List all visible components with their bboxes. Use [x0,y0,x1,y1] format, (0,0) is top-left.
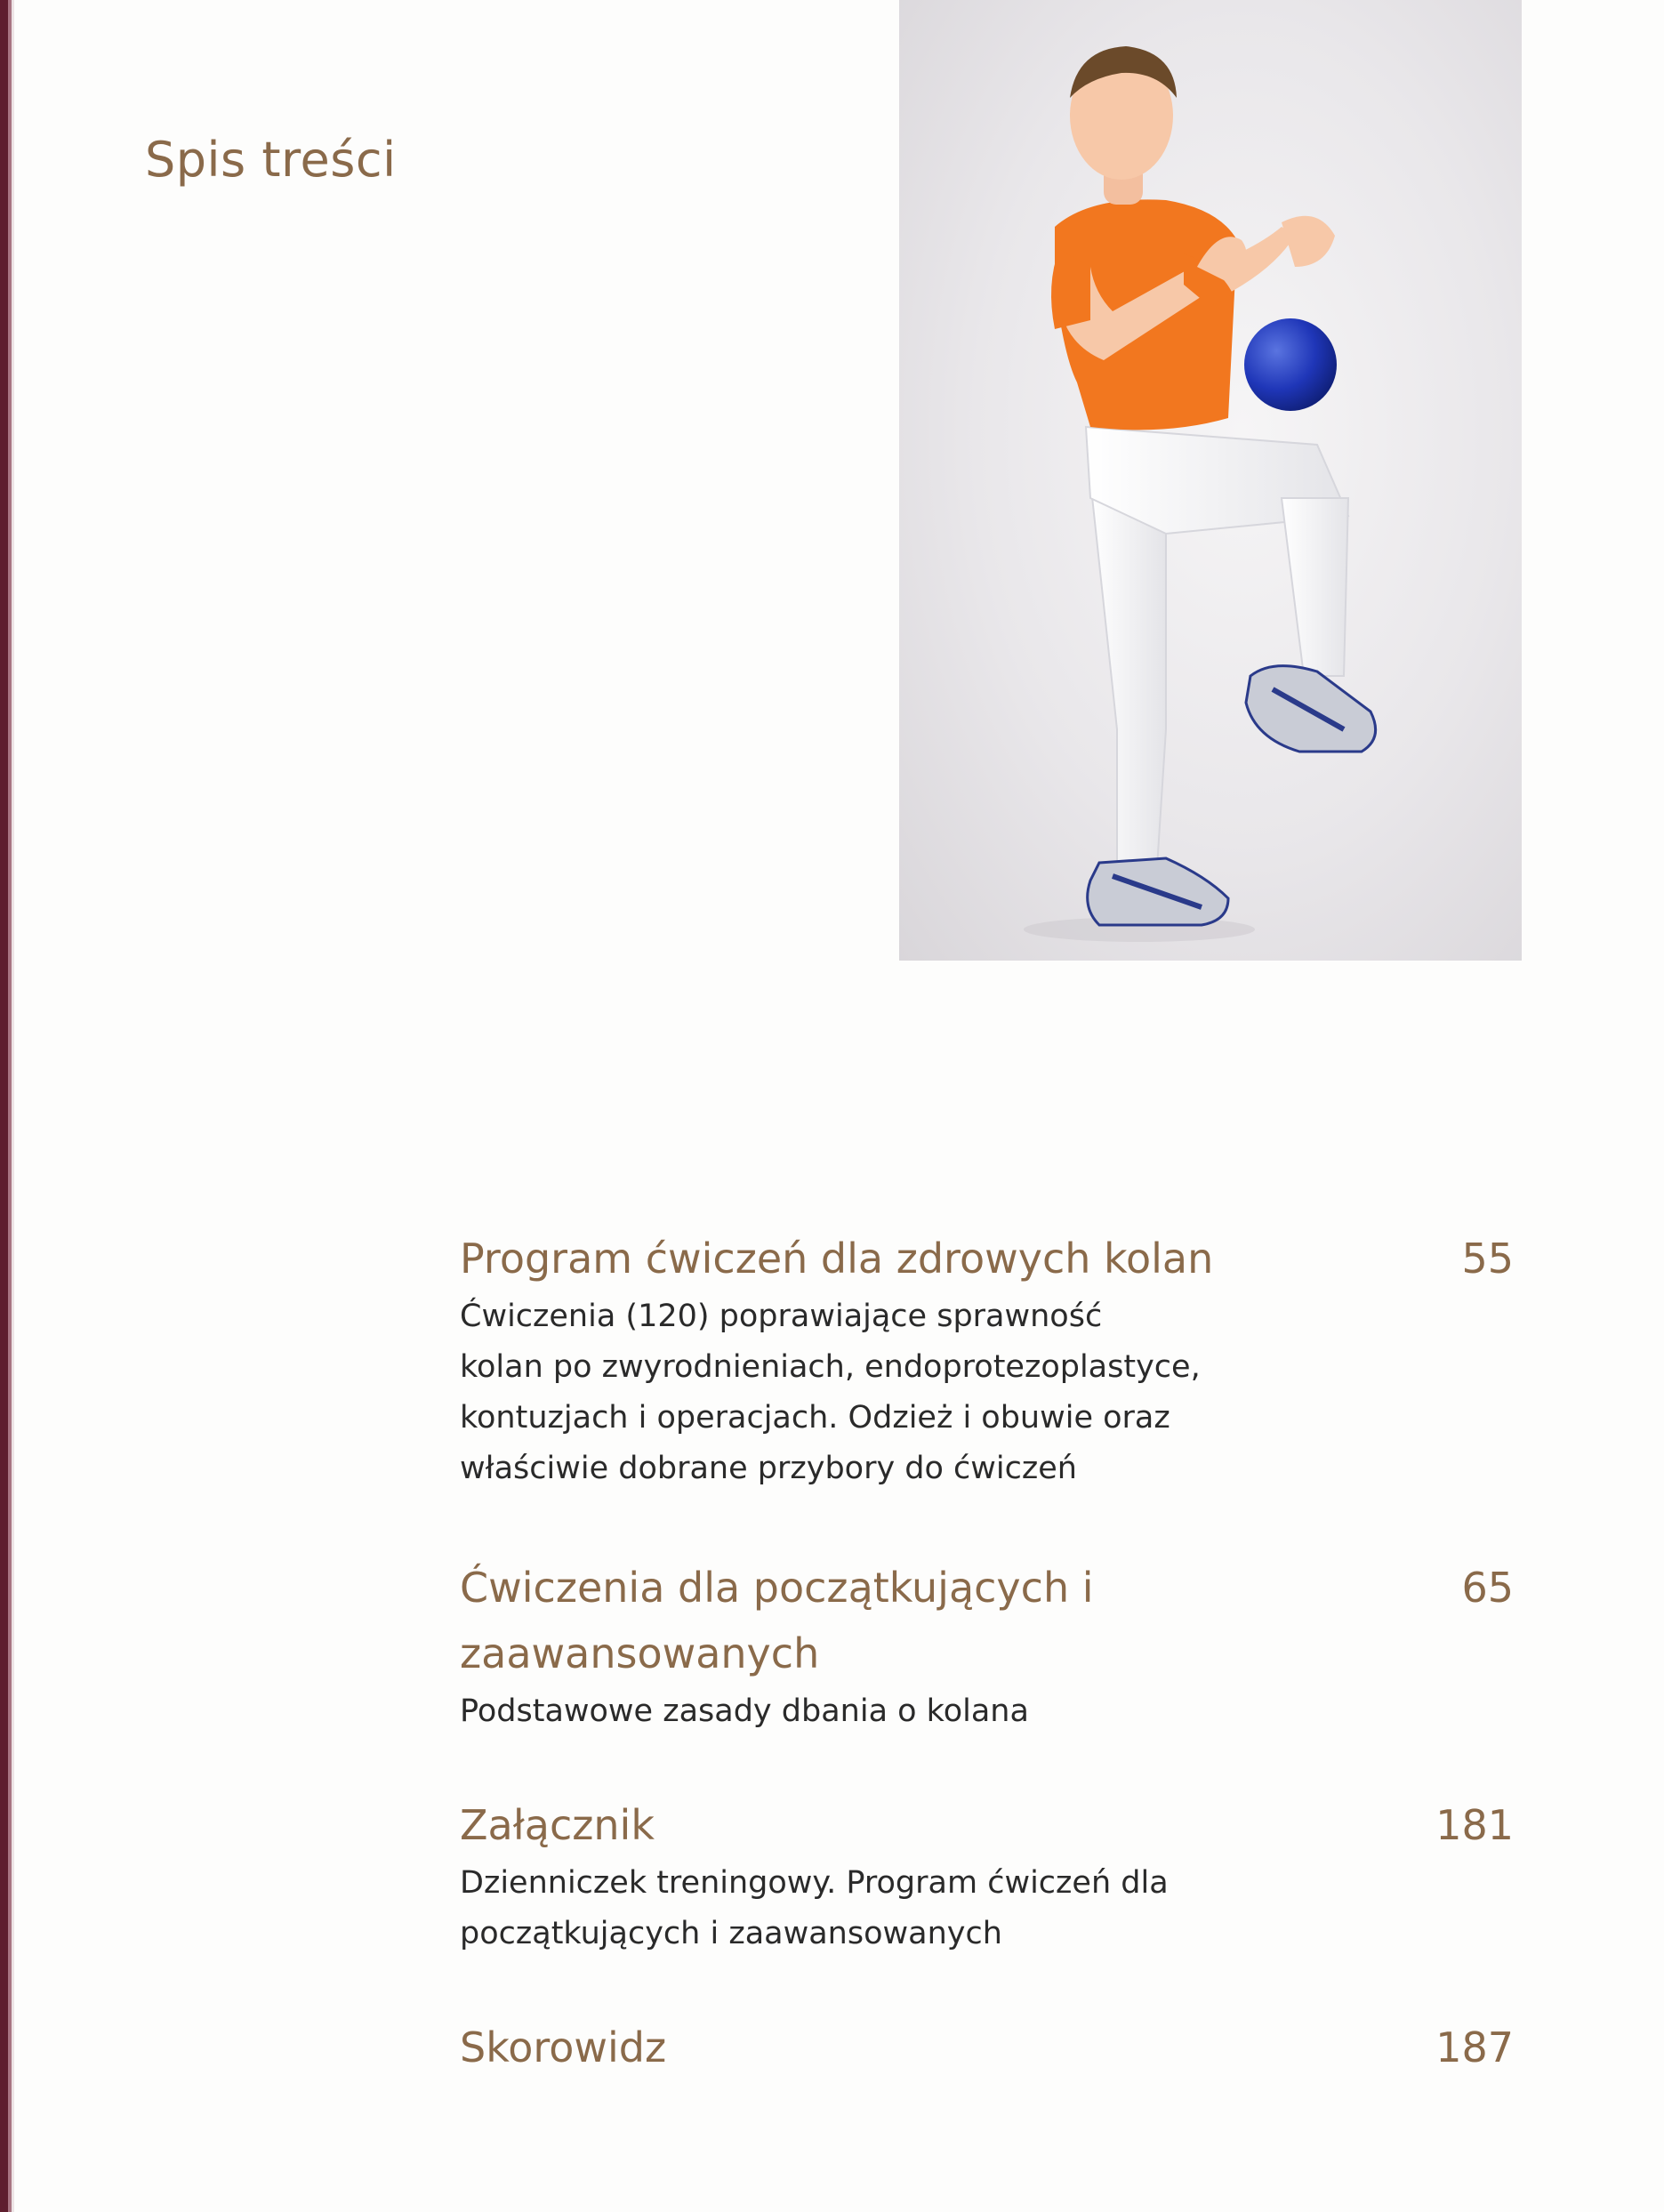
toc-entry-title[interactable]: Załącznik [460,1801,655,1849]
toc-entry-heading[interactable] [460,1555,1514,1686]
toc-entry-title[interactable]: Ćwiczenia dla początkujących i zaawansowanych [460,1564,1094,1677]
toc-entry-heading[interactable] [460,1792,1514,1858]
table-of-contents [460,1226,1514,2080]
toc-entry-page-number: 55 [1461,1235,1514,1283]
description-line: Ćwiczenia (120) poprawiające sprawność [460,1299,1103,1334]
toc-entry-heading[interactable] [460,1226,1514,1291]
toc-entry-page-number: 187 [1435,2023,1514,2071]
toc-entry[interactable] [460,1555,1514,1737]
toc-entry-title[interactable]: Skorowidz [460,2023,667,2071]
toc-entry-description [460,1686,1514,1737]
toc-entry-page-number: 181 [1435,1801,1514,1849]
description-line: Podstawowe zasady dbania o kolana [460,1693,1029,1729]
description-line: Dzienniczek treningowy. Program ćwiczeń dla [460,1865,1169,1901]
book-spine-edge [0,0,14,2212]
toc-entry[interactable] [460,1226,1514,1494]
description-line: właściwie dobrane przybory do ćwiczeń [460,1451,1077,1486]
toc-entry[interactable] [460,2015,1514,2080]
toc-entry-description [460,1858,1514,1959]
toc-entry-heading[interactable] [460,2015,1514,2080]
exercise-photo [899,0,1522,961]
toc-entry-page-number: 65 [1461,1564,1514,1612]
page-title: Spis treści [145,132,397,188]
description-line: kolan po zwyrodnieniach, endoprotezoplastyce, [460,1349,1201,1385]
toc-entry-description [460,1291,1514,1494]
description-line: kontuzjach i operacjach. Odzież i obuwie oraz [460,1400,1170,1436]
toc-entry-title[interactable]: Program ćwiczeń dla zdrowych kolan [460,1235,1214,1283]
exercise-illustration [899,0,1522,961]
description-line: początkujących i zaawansowanych [460,1916,1002,1951]
toc-entry[interactable] [460,1792,1514,1959]
